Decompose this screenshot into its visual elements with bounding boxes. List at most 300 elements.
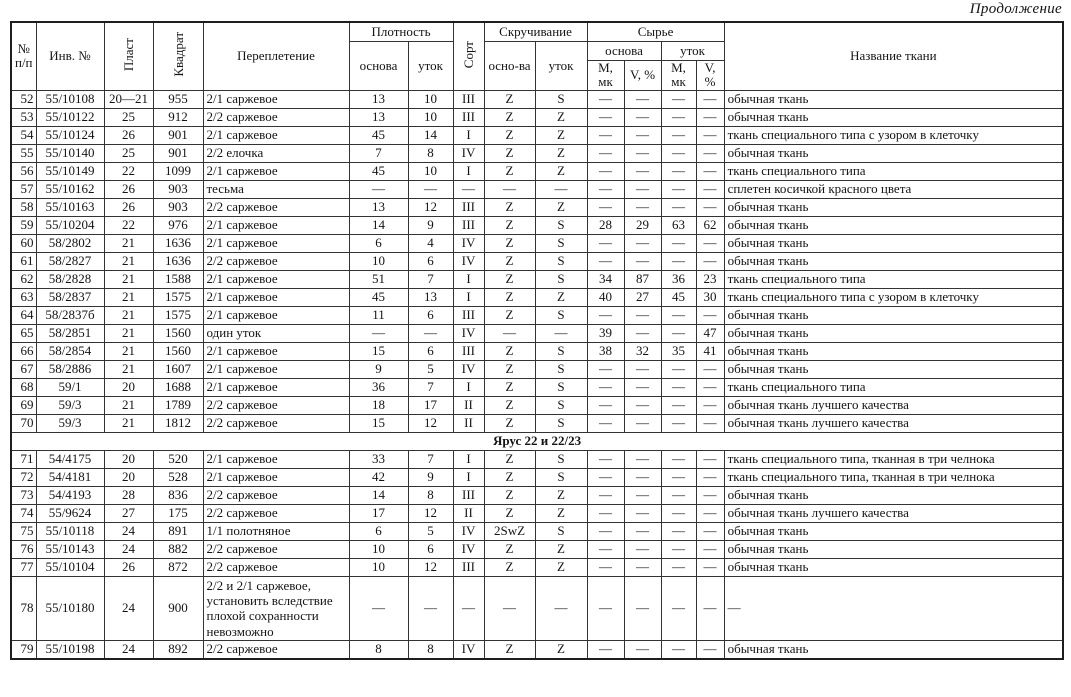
table-row (11, 396, 1063, 414)
cell-plast: 26 (104, 126, 153, 144)
continuation-label: Продолжение (969, 1, 1062, 17)
cell-num: 76 (11, 540, 36, 558)
header-plotnost: Плотность (349, 22, 453, 42)
cell-kvadrat: 1099 (153, 162, 203, 180)
cell-kvadrat: 1607 (153, 360, 203, 378)
cell-kvadrat: 175 (153, 504, 203, 522)
cell-perepletenie: 2/2 и 2/1 саржевое, установить вследствие плохой сохранности невозможно (203, 576, 349, 640)
cell-syrye-osnova-v: — (624, 324, 661, 342)
table-row (11, 486, 1063, 504)
cell-kvadrat: 912 (153, 108, 203, 126)
cell-num: 74 (11, 504, 36, 522)
header-syrye: Сырье (587, 22, 724, 42)
cell-skruchivanie-osnova: Z (484, 306, 535, 324)
cell-syrye-utok-v: — (696, 576, 724, 640)
cell-plotnost-osnova: 17 (349, 504, 408, 522)
cell-inv-no: 55/10143 (36, 540, 104, 558)
cell-sort: IV (453, 252, 484, 270)
cell-plast: 24 (104, 540, 153, 558)
cell-kvadrat: 1789 (153, 396, 203, 414)
cell-syrye-utok-m: 35 (661, 342, 696, 360)
cell-inv-no: 54/4181 (36, 468, 104, 486)
cell-syrye-utok-m: — (661, 576, 696, 640)
cell-syrye-utok-v: 47 (696, 324, 724, 342)
cell-syrye-osnova-m: — (587, 162, 624, 180)
table-row (11, 234, 1063, 252)
cell-skruchivanie-osnova: — (484, 324, 535, 342)
cell-inv-no: 58/2837 (36, 288, 104, 306)
cell-skruchivanie-osnova: Z (484, 486, 535, 504)
cell-num: 54 (11, 126, 36, 144)
cell-inv-no: 55/10149 (36, 162, 104, 180)
cell-nazvanie-tkani: обычная ткань (724, 640, 1063, 659)
cell-nazvanie-tkani: обычная ткань (724, 324, 1063, 342)
cell-syrye-utok-m: — (661, 450, 696, 468)
cell-perepletenie: 2/1 саржевое (203, 360, 349, 378)
cell-inv-no: 55/10162 (36, 180, 104, 198)
cell-plotnost-osnova: — (349, 324, 408, 342)
cell-skruchivanie-osnova: 2SwZ (484, 522, 535, 540)
cell-syrye-utok-m: — (661, 522, 696, 540)
cell-sort: IV (453, 540, 484, 558)
cell-perepletenie: 2/2 саржевое (203, 558, 349, 576)
cell-plast: 21 (104, 252, 153, 270)
cell-inv-no: 58/2828 (36, 270, 104, 288)
cell-plast: 25 (104, 108, 153, 126)
header-skruchivanie: Скручивание (484, 22, 587, 42)
cell-syrye-utok-m: — (661, 126, 696, 144)
table-body (11, 90, 1063, 659)
cell-kvadrat: 872 (153, 558, 203, 576)
cell-num: 52 (11, 90, 36, 108)
cell-plotnost-osnova: 7 (349, 144, 408, 162)
cell-syrye-utok-m: — (661, 324, 696, 342)
cell-nazvanie-tkani: обычная ткань (724, 558, 1063, 576)
cell-syrye-utok-m: — (661, 414, 696, 432)
cell-skruchivanie-osnova: Z (484, 144, 535, 162)
cell-inv-no: 55/10198 (36, 640, 104, 659)
cell-plotnost-utok: 8 (408, 640, 453, 659)
cell-num: 55 (11, 144, 36, 162)
cell-plast: 25 (104, 144, 153, 162)
cell-nazvanie-tkani: обычная ткань (724, 342, 1063, 360)
cell-perepletenie: 2/1 саржевое (203, 342, 349, 360)
cell-kvadrat: 882 (153, 540, 203, 558)
table-row (11, 288, 1063, 306)
cell-syrye-utok-v: — (696, 640, 724, 659)
cell-syrye-osnova-v: — (624, 378, 661, 396)
cell-syrye-osnova-v: — (624, 540, 661, 558)
cell-syrye-osnova-v: — (624, 576, 661, 640)
cell-syrye-utok-m: — (661, 504, 696, 522)
cell-plast: 21 (104, 396, 153, 414)
cell-nazvanie-tkani: обычная ткань (724, 522, 1063, 540)
cell-kvadrat: 1588 (153, 270, 203, 288)
cell-plast: 26 (104, 180, 153, 198)
cell-inv-no: 59/3 (36, 414, 104, 432)
cell-kvadrat: 976 (153, 216, 203, 234)
cell-plotnost-osnova: — (349, 576, 408, 640)
cell-syrye-osnova-m: — (587, 414, 624, 432)
cell-inv-no: 55/10108 (36, 90, 104, 108)
cell-plotnost-osnova: 18 (349, 396, 408, 414)
cell-inv-no: 55/10204 (36, 216, 104, 234)
table-row (11, 558, 1063, 576)
cell-syrye-utok-v: — (696, 180, 724, 198)
cell-plotnost-osnova: 6 (349, 522, 408, 540)
cell-nazvanie-tkani: ткань специального типа с узором в клеточку (724, 126, 1063, 144)
cell-plotnost-osnova: 15 (349, 342, 408, 360)
cell-syrye-osnova-v: — (624, 252, 661, 270)
table-row (11, 576, 1063, 640)
cell-skruchivanie-osnova: Z (484, 162, 535, 180)
cell-syrye-utok-v: — (696, 540, 724, 558)
cell-skruchivanie-utok: S (535, 306, 587, 324)
cell-skruchivanie-osnova: Z (484, 360, 535, 378)
table-row (11, 540, 1063, 558)
table-row (11, 504, 1063, 522)
cell-inv-no: 58/2854 (36, 342, 104, 360)
cell-sort: I (453, 270, 484, 288)
cell-syrye-utok-m: — (661, 90, 696, 108)
cell-syrye-osnova-m: — (587, 540, 624, 558)
cell-syrye-osnova-v: — (624, 558, 661, 576)
cell-plotnost-utok: — (408, 180, 453, 198)
cell-sort: IV (453, 522, 484, 540)
cell-syrye-utok-v: — (696, 306, 724, 324)
cell-syrye-utok-v: — (696, 504, 724, 522)
header-num (11, 22, 36, 90)
cell-plast: 22 (104, 216, 153, 234)
cell-syrye-osnova-m: — (587, 576, 624, 640)
cell-num: 68 (11, 378, 36, 396)
cell-syrye-osnova-v: — (624, 486, 661, 504)
cell-syrye-utok-v: — (696, 198, 724, 216)
cell-plotnost-utok: 6 (408, 342, 453, 360)
cell-syrye-osnova-v: — (624, 450, 661, 468)
cell-syrye-osnova-v: — (624, 162, 661, 180)
cell-syrye-utok-v: 30 (696, 288, 724, 306)
table-row (11, 126, 1063, 144)
cell-skruchivanie-utok: Z (535, 504, 587, 522)
cell-plotnost-utok: 13 (408, 288, 453, 306)
table-row (11, 324, 1063, 342)
cell-syrye-osnova-v: — (624, 396, 661, 414)
cell-sort: I (453, 378, 484, 396)
cell-plotnost-osnova: 10 (349, 540, 408, 558)
header-plast (104, 22, 153, 90)
cell-syrye-utok-v: — (696, 522, 724, 540)
cell-sort: II (453, 504, 484, 522)
cell-skruchivanie-utok: S (535, 270, 587, 288)
cell-syrye-osnova-m: — (587, 640, 624, 659)
cell-num: 66 (11, 342, 36, 360)
cell-plast: 20 (104, 378, 153, 396)
cell-plotnost-osnova: — (349, 180, 408, 198)
cell-kvadrat: 892 (153, 640, 203, 659)
cell-nazvanie-tkani: сплетен косичкой красного цвета (724, 180, 1063, 198)
header-kvadrat (153, 22, 203, 90)
cell-plotnost-utok: 10 (408, 90, 453, 108)
cell-syrye-osnova-m: — (587, 450, 624, 468)
cell-plotnost-utok: 12 (408, 414, 453, 432)
cell-syrye-osnova-v: — (624, 414, 661, 432)
table-row (11, 432, 1063, 450)
cell-syrye-osnova-m: — (587, 486, 624, 504)
cell-kvadrat: 955 (153, 90, 203, 108)
cell-nazvanie-tkani: обычная ткань (724, 216, 1063, 234)
cell-plotnost-utok: 6 (408, 306, 453, 324)
cell-syrye-osnova-v: — (624, 144, 661, 162)
cell-kvadrat: 1560 (153, 342, 203, 360)
cell-skruchivanie-utok: S (535, 468, 587, 486)
cell-perepletenie: 2/2 саржевое (203, 540, 349, 558)
cell-num: 75 (11, 522, 36, 540)
cell-plotnost-utok: 12 (408, 558, 453, 576)
cell-inv-no: 58/2886 (36, 360, 104, 378)
cell-skruchivanie-utok: Z (535, 126, 587, 144)
cell-kvadrat: 1636 (153, 252, 203, 270)
cell-syrye-utok-v: — (696, 396, 724, 414)
cell-sort: IV (453, 324, 484, 342)
cell-plotnost-utok: 12 (408, 504, 453, 522)
cell-num: 59 (11, 216, 36, 234)
cell-syrye-utok-v: — (696, 558, 724, 576)
cell-inv-no: 55/10180 (36, 576, 104, 640)
cell-syrye-utok-m: — (661, 486, 696, 504)
cell-syrye-utok-m: — (661, 360, 696, 378)
cell-plast: 21 (104, 414, 153, 432)
header-sort-label: Сорт (461, 41, 477, 69)
cell-plast: 21 (104, 234, 153, 252)
cell-syrye-osnova-m: — (587, 504, 624, 522)
cell-syrye-utok-m: — (661, 234, 696, 252)
cell-syrye-utok-m: — (661, 540, 696, 558)
cell-plotnost-osnova: 14 (349, 216, 408, 234)
cell-kvadrat: 1688 (153, 378, 203, 396)
section-row-label: Ярус 22 и 22/23 (11, 432, 1063, 450)
cell-plotnost-utok: 4 (408, 234, 453, 252)
cell-plotnost-osnova: 45 (349, 126, 408, 144)
cell-syrye-utok-v: — (696, 378, 724, 396)
cell-nazvanie-tkani: ткань специального типа (724, 378, 1063, 396)
cell-skruchivanie-osnova: Z (484, 342, 535, 360)
table-row (11, 640, 1063, 659)
cell-nazvanie-tkani: обычная ткань (724, 540, 1063, 558)
cell-plast: 24 (104, 522, 153, 540)
cell-perepletenie: тесьма (203, 180, 349, 198)
cell-skruchivanie-utok: Z (535, 558, 587, 576)
cell-sort: IV (453, 144, 484, 162)
cell-syrye-utok-v: — (696, 234, 724, 252)
cell-plotnost-utok: 9 (408, 216, 453, 234)
cell-perepletenie: 2/2 саржевое (203, 198, 349, 216)
cell-skruchivanie-osnova: Z (484, 234, 535, 252)
cell-nazvanie-tkani: обычная ткань лучшего качества (724, 396, 1063, 414)
cell-plotnost-osnova: 13 (349, 198, 408, 216)
cell-syrye-osnova-m: — (587, 180, 624, 198)
cell-perepletenie: 2/2 саржевое (203, 252, 349, 270)
cell-perepletenie: 2/2 саржевое (203, 640, 349, 659)
header-v-pct-utok: V, % (696, 61, 724, 91)
cell-perepletenie: 2/2 саржевое (203, 396, 349, 414)
cell-num: 62 (11, 270, 36, 288)
header-nazvanie: Название ткани (724, 22, 1063, 90)
cell-syrye-osnova-v: 27 (624, 288, 661, 306)
table-row (11, 162, 1063, 180)
cell-nazvanie-tkani: обычная ткань (724, 306, 1063, 324)
cell-syrye-osnova-m: — (587, 522, 624, 540)
cell-skruchivanie-osnova: Z (484, 216, 535, 234)
cell-skruchivanie-utok: Z (535, 144, 587, 162)
cell-nazvanie-tkani: обычная ткань (724, 144, 1063, 162)
cell-kvadrat: 900 (153, 576, 203, 640)
cell-num: 56 (11, 162, 36, 180)
cell-sort: — (453, 180, 484, 198)
table-row (11, 252, 1063, 270)
cell-skruchivanie-utok: Z (535, 486, 587, 504)
cell-perepletenie: 2/1 саржевое (203, 378, 349, 396)
cell-nazvanie-tkani: обычная ткань (724, 108, 1063, 126)
cell-nazvanie-tkani: обычная ткань (724, 234, 1063, 252)
cell-skruchivanie-utok: S (535, 234, 587, 252)
cell-syrye-osnova-v: 32 (624, 342, 661, 360)
cell-skruchivanie-osnova: Z (484, 378, 535, 396)
cell-skruchivanie-utok: S (535, 216, 587, 234)
cell-skruchivanie-osnova: Z (484, 108, 535, 126)
cell-num: 60 (11, 234, 36, 252)
cell-sort: III (453, 486, 484, 504)
cell-inv-no: 55/10118 (36, 522, 104, 540)
cell-skruchivanie-osnova: Z (484, 252, 535, 270)
header-syrye-utok: уток (661, 42, 724, 61)
cell-kvadrat: 903 (153, 180, 203, 198)
cell-plast: 27 (104, 504, 153, 522)
cell-syrye-osnova-m: — (587, 378, 624, 396)
cell-plotnost-utok: 7 (408, 450, 453, 468)
cell-syrye-utok-m: — (661, 378, 696, 396)
header-plotnost-osnova: основа (349, 42, 408, 91)
cell-plast: 24 (104, 576, 153, 640)
cell-plotnost-osnova: 45 (349, 162, 408, 180)
cell-syrye-utok-v: — (696, 90, 724, 108)
cell-skruchivanie-utok: S (535, 396, 587, 414)
cell-nazvanie-tkani: ткань специального типа, тканная в три челнока (724, 468, 1063, 486)
cell-syrye-osnova-m: 40 (587, 288, 624, 306)
cell-sort: IV (453, 640, 484, 659)
cell-plotnost-utok: — (408, 576, 453, 640)
cell-syrye-utok-v: — (696, 486, 724, 504)
cell-skruchivanie-utok: S (535, 414, 587, 432)
cell-syrye-utok-m: — (661, 108, 696, 126)
cell-plotnost-utok: 12 (408, 198, 453, 216)
cell-plotnost-utok: 14 (408, 126, 453, 144)
cell-plotnost-utok: 6 (408, 540, 453, 558)
cell-syrye-osnova-v: — (624, 468, 661, 486)
cell-inv-no: 54/4193 (36, 486, 104, 504)
cell-plast: 21 (104, 306, 153, 324)
cell-syrye-osnova-v: — (624, 126, 661, 144)
cell-perepletenie: 2/2 саржевое (203, 504, 349, 522)
cell-num: 79 (11, 640, 36, 659)
cell-kvadrat: 1575 (153, 306, 203, 324)
table-row (11, 414, 1063, 432)
cell-syrye-osnova-v: 29 (624, 216, 661, 234)
cell-syrye-osnova-v: — (624, 198, 661, 216)
cell-syrye-utok-m: — (661, 144, 696, 162)
table-row (11, 90, 1063, 108)
header-skr-osnova: осно-ва (484, 42, 535, 91)
cell-sort: III (453, 342, 484, 360)
cell-syrye-osnova-m: 39 (587, 324, 624, 342)
cell-syrye-osnova-m: — (587, 90, 624, 108)
cell-perepletenie: 2/1 саржевое (203, 126, 349, 144)
cell-inv-no: 58/2802 (36, 234, 104, 252)
cell-plotnost-osnova: 14 (349, 486, 408, 504)
table-row (11, 522, 1063, 540)
table-header (11, 22, 1063, 90)
cell-plotnost-utok: 8 (408, 144, 453, 162)
header-num-line2: п/п (14, 55, 33, 71)
header-plotnost-utok: уток (408, 42, 453, 91)
cell-plotnost-osnova: 10 (349, 558, 408, 576)
cell-perepletenie: 2/1 саржевое (203, 288, 349, 306)
table-row (11, 216, 1063, 234)
cell-nazvanie-tkani: ткань специального типа (724, 270, 1063, 288)
cell-kvadrat: 891 (153, 522, 203, 540)
cell-inv-no: 58/2827 (36, 252, 104, 270)
cell-perepletenie: 2/1 саржевое (203, 234, 349, 252)
cell-syrye-osnova-v: — (624, 522, 661, 540)
cell-syrye-utok-m: — (661, 640, 696, 659)
cell-syrye-osnova-m: — (587, 468, 624, 486)
cell-num: 72 (11, 468, 36, 486)
cell-num: 64 (11, 306, 36, 324)
cell-skruchivanie-utok: S (535, 378, 587, 396)
cell-plotnost-osnova: 13 (349, 108, 408, 126)
cell-skruchivanie-osnova: — (484, 576, 535, 640)
cell-nazvanie-tkani: ткань специального типа, тканная в три челнока (724, 450, 1063, 468)
cell-syrye-osnova-v: — (624, 234, 661, 252)
cell-skruchivanie-osnova: Z (484, 288, 535, 306)
cell-sort: III (453, 198, 484, 216)
cell-perepletenie: 2/1 саржевое (203, 90, 349, 108)
cell-syrye-utok-v: 23 (696, 270, 724, 288)
cell-perepletenie: 2/2 саржевое (203, 414, 349, 432)
cell-kvadrat: 1636 (153, 234, 203, 252)
cell-plotnost-osnova: 10 (349, 252, 408, 270)
cell-sort: — (453, 576, 484, 640)
cell-plast: 20 (104, 450, 153, 468)
cell-perepletenie: 2/1 саржевое (203, 468, 349, 486)
cell-skruchivanie-utok: Z (535, 108, 587, 126)
cell-num: 65 (11, 324, 36, 342)
cell-plast: 20 (104, 468, 153, 486)
cell-plotnost-osnova: 51 (349, 270, 408, 288)
cell-sort: III (453, 306, 484, 324)
cell-plotnost-utok: — (408, 324, 453, 342)
cell-sort: IV (453, 360, 484, 378)
cell-plotnost-utok: 5 (408, 360, 453, 378)
cell-syrye-osnova-v: — (624, 180, 661, 198)
cell-syrye-osnova-m: — (587, 234, 624, 252)
cell-perepletenie: 2/1 саржевое (203, 270, 349, 288)
cell-num: 71 (11, 450, 36, 468)
cell-plotnost-utok: 7 (408, 270, 453, 288)
header-kvadrat-label: Квадрат (170, 32, 186, 77)
cell-nazvanie-tkani: обычная ткань (724, 360, 1063, 378)
cell-sort: III (453, 108, 484, 126)
